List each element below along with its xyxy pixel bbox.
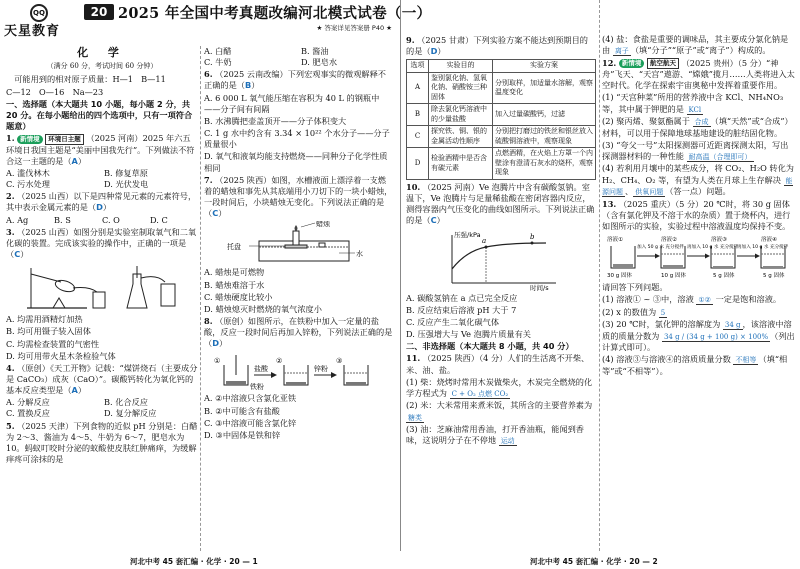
- table-cell: 鉴别氯化钠、氢氧化钠、硝酸铵三种固体: [429, 72, 493, 104]
- option: A. 蜡烛是可燃物: [204, 267, 265, 278]
- option: C. 反应产生二氧化碳气体: [406, 316, 500, 327]
- figure-label: 铁粉: [250, 383, 264, 392]
- page-header: [0, 0, 432, 46]
- sub-question-tail: ，该溶液中溶质的质量分数为: [602, 319, 792, 341]
- sub-question: (4) 盐：食盐是重要的调味品，其主要成分氯化钠是由: [602, 34, 789, 56]
- option: D. 氧气和液氧均能支持燃烧——同种分子化学性质相同: [204, 151, 388, 173]
- answer-fill: 离子: [614, 47, 629, 56]
- figure-label: 溶液②: [661, 237, 677, 244]
- figure-label: 5 g 固体: [763, 273, 785, 280]
- option: A. 分解反应: [6, 397, 50, 408]
- figure-label: 30 g 固体: [607, 273, 632, 280]
- option: A. 均需用酒精灯加热: [6, 314, 83, 325]
- iron-zinc-figure: [214, 351, 384, 391]
- option: D. 均可用带火星木条检验气体: [6, 350, 116, 361]
- answer-fill: 34 g / (34 g + 100 g) × 100%: [663, 332, 769, 341]
- figure-label: 10 g 固体: [661, 273, 686, 280]
- sub-question: (1) 溶液① ~ ③中，溶液: [602, 294, 694, 305]
- option: D. 肥皂水: [301, 57, 338, 68]
- table-row: [407, 148, 596, 180]
- sub-question-tail: （答一点）问题。: [665, 186, 731, 197]
- option: C. 置换反应: [6, 408, 50, 419]
- answer-fill: 34 g: [724, 321, 741, 330]
- question-text: （原创）《天工开物》记载：“煤饼烧石（主要成分是 CaCO₃）成灰（CaO）”。碳酸钙转化为氧化钙的基本反应类型是: [6, 362, 198, 396]
- option: D. 蜡烛熄灭时燃烧的氧气浓度小: [204, 303, 322, 314]
- subject-title: 化 学: [77, 46, 127, 59]
- separator: 、: [625, 186, 634, 197]
- option: A. 滥伐林木: [6, 167, 50, 178]
- topic-tag: 环境日主题: [45, 134, 84, 145]
- figure-label: 加入 50 g 水 充分搅拌: [637, 245, 684, 251]
- table-cell: 检验酒精中是否含有碳元素: [429, 148, 493, 180]
- question-8: 8. （原创）如图所示，在铁粉中加入一定量的盐酸，反应一段时间后再加入锌粉，下列说法正确的是（D） 盐酸 铁粉 锌粉 ① ② ③ A. ②中溶液只含氯化亚铁 B. ②中可能含有盐酸 C. ③中溶液可能含氯化锌 D. ③中固体是铁和锌: [204, 315, 393, 440]
- table-cell: C: [407, 126, 429, 148]
- question-text: （2025 陕西）（4 分）人们的生活离不开柴、米、油、盐。: [406, 353, 590, 375]
- option: C. 1 g 水中约含有 3.34 × 10²² 个水分子——分子质量很小: [204, 128, 390, 150]
- section-1-heading: 一、选择题（本大题共 10 小题，每小题 2 分，共 20 分。在每小题给出的四个选项中，只有一项符合题意）: [6, 98, 193, 132]
- sub-question: (2) x 的数值为: [602, 306, 657, 317]
- question-text: （2025 河南）2025 年六五环境日我国主题是“美丽中国我先行”。下列做法不符合这一主题的是: [6, 133, 195, 166]
- option: B. 蜡烛难溶于水: [204, 279, 265, 290]
- paper-number-badge: 20: [84, 4, 114, 20]
- option: B. 均可用镊子装入固体: [6, 326, 91, 337]
- table-cell: A: [407, 72, 429, 104]
- footer-right: 河北中考 45 套汇编 · 化学 · 20 — 2: [530, 556, 658, 566]
- sub-question: (3) 油：芝麻油常用香油，打开香油瓶，能闻到香味，这说明分子在不停地: [406, 424, 584, 446]
- column-4: [602, 34, 796, 551]
- sub-question-tail: （填“天然”或“合成”）材料，可以用于保障地球基地建设的脏结固化物。: [602, 116, 793, 138]
- figure-label: 再加入 10 g 水 充分搅拌: [687, 245, 739, 251]
- option: C. 污水处理: [6, 179, 50, 190]
- figure-label: 溶液③: [711, 237, 727, 244]
- figure-label: 再加入 10 g 水 充分搅拌: [737, 245, 789, 251]
- option: D. 复分解反应: [104, 408, 157, 419]
- answer-fill: 能源问题: [602, 176, 793, 197]
- option: A. Ag: [6, 214, 29, 225]
- answer-fill: 耐高温（合理即可）: [688, 152, 752, 161]
- question-5: 5. （2025 天津）下列食物的近似 pH 分别是：白醋为 2～3、酱油为 4～5、牛奶为 6～7，肥皂水为 10。蚂蚁叮咬时分泌的蚁酸使皮肤红肿痛痒，为缓解痒疼可涂抹的是: [6, 420, 198, 465]
- new-context-tag: 新情境: [619, 59, 645, 68]
- sub-question-tail: （列出计算式即可）。: [602, 330, 795, 353]
- option: C. 蜡烛硬度比较小: [204, 291, 273, 302]
- answer-fill: 供氧问题: [635, 188, 664, 197]
- answer: A: [71, 155, 78, 166]
- question-text: （2025 贵州）（5 分）“神舟”飞天、“天宫”遨游、“嫦娥”揽月……人类将进入太空时代。化学在探索宇宙奥秘中发挥着重要作用。: [602, 57, 795, 91]
- question-9: 9. （2025 甘肃）下列实验方案不能达到预期目的的是（D） 选项 实验目的 实验方案 A 鉴别氯化钠、氢氧化钠、硝酸铵三种固体 分别取样，加适量水溶解，观察温度变化 B 除去氯化钙溶液中的少量盐酸 加入过量碳酸钙，过滤 C 探究铁、铜、银的金属活动性顺序 分别把打磨过的铁丝和银丝放入硫酸铜溶液中，观察现象 D 检验酒精中是否含有碳元素 点燃酒精，在火焰上方罩一个内壁涂有澄清石灰水的烧杯，观察现象: [406, 35, 596, 180]
- option: D. 光伏发电: [104, 179, 149, 190]
- table-row: [407, 72, 596, 104]
- table-cell: 分别把打磨过的铁丝和银丝放入硫酸铜溶液中，观察现象: [493, 126, 596, 148]
- option: D. C: [150, 214, 168, 225]
- sub-question: (1) 柴：烧烤时常用木炭做柴火，木炭完全燃烧的化学方程式为: [406, 376, 593, 398]
- figure-label: 水: [356, 250, 363, 259]
- figure-label: 盐酸: [254, 365, 268, 374]
- column-divider: [200, 46, 201, 551]
- option: D. 压强增大与 Ve 泡腾片质量有关: [406, 329, 531, 340]
- option: B. 修复草原: [104, 167, 148, 178]
- page-divider: [400, 0, 401, 551]
- question-text: （2025 陕西）如图，水槽液面上漂浮着一支燃着的蜡烛和事先从其底端用小刀切下的一块小蜡烛，一段时间后，小块蜡烛无变化。下列说法正确的是: [204, 174, 393, 208]
- option: B. ②中可能含有盐酸: [204, 405, 280, 416]
- option: A. 白醋: [204, 46, 232, 56]
- y-axis-label: 压强/kPa: [454, 230, 481, 239]
- option: C. ③中溶液可能含氯化锌: [204, 417, 297, 428]
- question-4: 4. （原创）《天工开物》记载：“煤饼烧石（主要成分是 CaCO₃）成灰（CaO）”。碳酸钙转化为氧化钙的基本反应类型是（A） A. 分解反应 B. 化合反应 C. 置换反应 D. 复分解反应: [6, 362, 198, 419]
- section-2-heading: 二、非选择题（本大题共 8 小题，共 40 分）: [406, 341, 574, 352]
- pressure-curve-figure: [436, 229, 566, 291]
- logo-text: 天星教育: [4, 24, 61, 39]
- figure-label: ③: [336, 357, 343, 366]
- answer-fill: ①②: [698, 296, 711, 305]
- exam-note: （满分 60 分，考试时间 60 分钟）: [46, 61, 158, 70]
- gas-apparatus-figure: [17, 262, 187, 312]
- option: A. 碳酸氢钠在 a 点已完全反应: [406, 292, 518, 303]
- sub-question-tail: （填“分子”“原子”或“离子”）构成的。: [630, 45, 771, 56]
- figure-label: 溶液①: [607, 237, 623, 244]
- sub-question: (2) 米：大米常用来煮米饭，其所含的主要营养素为: [406, 400, 593, 411]
- answer: C: [430, 215, 437, 226]
- answer-fill: C + O₂ 点燃 CO₂: [451, 389, 509, 398]
- table-cell: 加入过量碳酸钙，过滤: [493, 104, 596, 126]
- question-11: 11. （2025 陕西）（4 分）人们的生活离不开柴、米、油、盐。 (1) 柴：烧烤时常用木炭做柴火，木炭完全燃烧的化学方程式为 C + O₂ 点燃 CO₂ (2) 米：大米常用来煮米饭，其所含的主要营养素为 糖类 (3) 油：芝麻油常用香油，打开香油瓶，能闻到香味，这说明分子在不停地 运动: [406, 353, 593, 446]
- x-axis-label: 时间/s: [530, 283, 549, 291]
- column-2: [204, 46, 394, 551]
- sub-question: (4) 若利用月壤中的某些成分，将 CO₂、H₂O 转化为 H₂、CH₄、O₂ 等，有望为人类在月球上生存解决: [602, 163, 794, 185]
- answer-fill: 不相等: [735, 356, 757, 365]
- option: B. 反应结束后溶液 pH 大于 7: [406, 304, 517, 315]
- table-row: [407, 126, 596, 148]
- figure-label: 锌粉: [314, 365, 328, 374]
- point-label: a: [482, 236, 487, 245]
- option: C. 均需检查装置的气密性: [6, 338, 100, 349]
- question-text: （2025 甘肃）下列实验方案不能达到预期目的的是: [406, 35, 588, 57]
- atomic-mass-1: 可能用到的相对原子质量：H—1 B—11: [14, 74, 166, 85]
- table-row: [407, 104, 596, 126]
- figure-label: 溶液④: [761, 237, 777, 244]
- table-header: 选项: [407, 60, 429, 73]
- question-text: （2025 山西）以下是四种常见元素的元素符号，其中表示金属元素的是: [6, 191, 197, 213]
- answer: A: [71, 385, 78, 396]
- table-cell: 分别取样，加适量水溶解，观察温度变化: [493, 72, 596, 104]
- table-header-row: [407, 60, 596, 73]
- sub-question-tail: （填“相等”或“不相等”）。: [602, 354, 788, 376]
- table-header: 实验目的: [429, 60, 493, 73]
- sub-question: (3) “夸父一号”太阳探测器可近距离探测太阳，写出探测器材料的一种性能: [602, 139, 789, 161]
- table-cell: 除去氯化钙溶液中的少量盐酸: [429, 104, 493, 126]
- sub-question-tail: 一定是饱和溶液。: [715, 294, 782, 305]
- question-text: （2025 天津）下列食物的近似 pH 分别是：白醋为 2～3、酱油为 4～5、牛奶为 6～7，肥皂水为 10。蚂蚁叮咬时分泌的蚁酸使皮肤红肿痛痒，为缓解痒疼可涂抹的是: [6, 420, 198, 465]
- sub-question: 请回答下列问题。: [602, 282, 668, 293]
- sub-question: (3) 20 ℃时，氯化钾的溶解度为: [602, 319, 721, 330]
- paper-title: 2025 年全国中考真题改编河北模式试卷（一）: [118, 5, 432, 22]
- new-context-tag: 新情境: [17, 135, 43, 144]
- candle-figure: [219, 221, 379, 265]
- figure-label: ①: [214, 357, 221, 366]
- answer-fill: KCl: [688, 105, 702, 114]
- option: A. ②中溶液只含氯化亚铁: [204, 393, 297, 404]
- answer: D: [96, 202, 103, 213]
- option: A. 6 000 L 氧气能压缩在容积为 40 L 的钢瓶中——分子间有间隔: [204, 92, 380, 114]
- figure-label: ②: [276, 357, 283, 366]
- answer: C: [14, 249, 21, 260]
- table-cell: 点燃酒精，在火焰上方罩一个内壁涂有澄清石灰水的烧杯，观察现象: [493, 148, 596, 180]
- sub-question: (2) 聚丙烯、聚氨酯属于: [602, 116, 690, 127]
- figure-label: 托盘: [227, 243, 241, 252]
- sub-question: (1) “天宫种菜”所用的营养液中含 KCl、NH₄NO₃ 等，其中属于钾肥的是: [602, 92, 784, 114]
- figure-label: 5 g 固体: [713, 273, 735, 280]
- answer: D: [430, 46, 438, 57]
- table-cell: B: [407, 104, 429, 126]
- column-divider: [599, 0, 600, 551]
- question-text: （2025 云南改编）下列宏观事实的微观解释不正确的是: [204, 69, 386, 91]
- column-3: [406, 34, 596, 551]
- question-1: 1. 新情境 环境日主题 （2025 河南）2025 年六五环境日我国主题是“美丽中国我先行”。下列做法不符合这一主题的是（A） A. 滥伐林木 B. 修复草原 C. 污水处理 D. 光伏发电: [6, 133, 198, 190]
- column-1: [6, 46, 198, 551]
- figure-label: 蜡烛: [316, 221, 330, 229]
- logo-mark: QQ: [30, 4, 48, 22]
- answer-fill: 合成: [694, 118, 709, 127]
- table-cell: 探究铁、铜、银的金属活动性顺序: [429, 126, 493, 148]
- table-cell: D: [407, 148, 429, 180]
- answer-fill: 5: [660, 308, 666, 317]
- option: B. 化合反应: [104, 397, 148, 408]
- question-13: 13. （2025 重庆）（5 分）20 ℃时，将 30 g 固体（含有氯化钾及不溶于水的杂质）置于烧杯内，进行如图所示的实验，实验过程中溶液温度均保持不变。 溶液① 加入 50 g 水 充分搅拌 溶液② 再加入 10 g 水 充分搅拌 溶液③ 再加入 10 g 水 充分搅拌 溶液④ 30 g 固体 10 g 固体 5 g 固体 5 g 固体 请回答下列问题。 (1) 溶液① ~ ③中，溶液 ①② 一定是饱和溶液。 (2) x 的数值为 5 (3) 20 ℃时，氯化钾的溶解度为 34 g ，该溶液中溶质的质量分数为 34 g / (34 g + 100 g) × 100% （列出计算式即可）。 (4) 溶液③与溶液④的溶质质量分数 不相等 （填“相等”或“不相等”）。: [602, 198, 795, 376]
- question-text: （2025 河南）Ve 泡腾片中含有碳酸氢钠。室温下，Ve 泡腾片与足量稀盐酸在密闭容器内反应，测得容器内气压变化的曲线如图所示。下列说法正确的是: [406, 181, 595, 226]
- option: C. 牛奶: [204, 57, 232, 68]
- question-2: 2. （2025 山西）以下是四种常见元素的元素符号，其中表示金属元素的是（D） A. Ag B. S C. O D. C: [6, 191, 197, 225]
- question-text: （2025 重庆）（5 分）20 ℃时，将 30 g 固体（含有氯化钾及不溶于水的杂质）置于烧杯内，进行如图所示的实验，实验过程中溶液温度均保持不变。: [602, 198, 791, 231]
- option: B. S: [54, 214, 71, 225]
- table-header: 实验方案: [493, 60, 596, 73]
- sub-question: (4) 溶液③与溶液④的溶质质量分数: [602, 354, 731, 365]
- atomic-mass-2: C—12 O—16 Na—23: [6, 86, 104, 97]
- topic-tag: 航空航天: [647, 58, 679, 69]
- answer-fill: 糖类: [408, 413, 422, 422]
- question-text: （2025 山西）如图分别是实验室制取氧气和二氧化碳的装置。完成该实验的操作中，正确的一项是: [6, 226, 197, 248]
- publisher-logo: [4, 4, 78, 42]
- dissolution-figure: [605, 234, 793, 280]
- answer: C: [212, 208, 219, 219]
- option: C. O: [102, 214, 120, 225]
- answer: D: [212, 338, 219, 349]
- option: D. ③中固体是铁和锌: [204, 429, 281, 440]
- question-5-options: [204, 46, 394, 68]
- point-label: b: [530, 232, 535, 241]
- answer-fill: 运动: [500, 437, 515, 446]
- question-7: 7. （2025 陕西）如图，水槽液面上漂浮着一支燃着的蜡烛和事先从其底端用小刀切下的一块小蜡烛，一段时间后，小块蜡烛无变化。下列说法正确的是（C） 蜡烛 托盘 水 A. 蜡烛是可燃物 B. 蜡烛难溶于水 C. 蜡烛硬度比较小 D. 蜡烛熄灭时燃烧的氧气浓度小: [204, 174, 393, 314]
- question-text: （原创）如图所示，在铁粉中加入一定量的盐酸，反应一段时间后再加入锌粉，下列说法正确的是: [204, 315, 393, 338]
- option: B. 酱油: [301, 46, 329, 56]
- answer: B: [244, 80, 252, 91]
- question-12: 12. 新情境 航空航天 （2025 贵州）（5 分）“神舟”飞天、“天宫”遨游、“嫦娥”揽月……人类将进入太空时代。化学在探索宇宙奥秘中发挥着重要作用。 (1) “天宫种菜”所用的营养液中含 KCl、NH₄NO₃ 等，其中属于钾肥的是 KCl (2) 聚丙烯、聚氨酯属于 合成 （填“天然”或“合成”）材料，可以用于保障地球基地建设的脏结固化物。 (3) “夸父一号”太阳探测器可近距离探测太阳，写出探测器材料的一种性能 耐高温（合理即可） (4) 若利用月壤中的某些成分，将 CO₂、H₂O 转化为 H₂、CH₄、O₂ 等，有望为人类在月球上生存解决 能源问题 、 供氧问题 （答一点）问题。: [602, 57, 795, 197]
- experiment-table: [406, 59, 596, 180]
- question-6: 6. （2025 云南改编）下列宏观事实的微观解释不正确的是（B） A. 6 000 L 氧气能压缩在容积为 40 L 的钢瓶中——分子间有间隔 B. 水沸腾把壶盖顶开——分子体积变大 C. 1 g 水中约含有 3.34 × 10²² 个水分子——分子质量很小 D. 氧气和液氧均能支持燃烧——同种分子化学性质相同: [204, 69, 394, 173]
- question-3: 3. （2025 山西）如图分别是实验室制取氧气和二氧化碳的装置。完成该实验的操作中，正确的一项是（C） A. 均需用酒精灯加热 B. 均可用镊子装入固体 C. 均需检查装置的气密性 D. 均可用带火星木条检验气体: [6, 226, 197, 361]
- option: B. 水沸腾把壶盖顶开——分子体积变大: [204, 115, 347, 126]
- answer-page-note: ★ 答案详见答案册 P40 ★: [316, 24, 392, 32]
- footer-left: 河北中考 45 套汇编 · 化学 · 20 — 1: [130, 556, 258, 566]
- question-10: 10. （2025 河南）Ve 泡腾片中含有碳酸氢钠。室温下，Ve 泡腾片与足量稀盐酸在密闭容器内反应，测得容器内气压变化的曲线如图所示。下列说法正确的是（C） 压强/kPa 时间/s a b A. 碳酸氢钠在 a 点已完全反应 B. 反应结束后溶液 pH 大于 7 C. 反应产生二氧化碳气体 D. 压强增大与 Ve 泡腾片质量有关: [406, 181, 595, 340]
